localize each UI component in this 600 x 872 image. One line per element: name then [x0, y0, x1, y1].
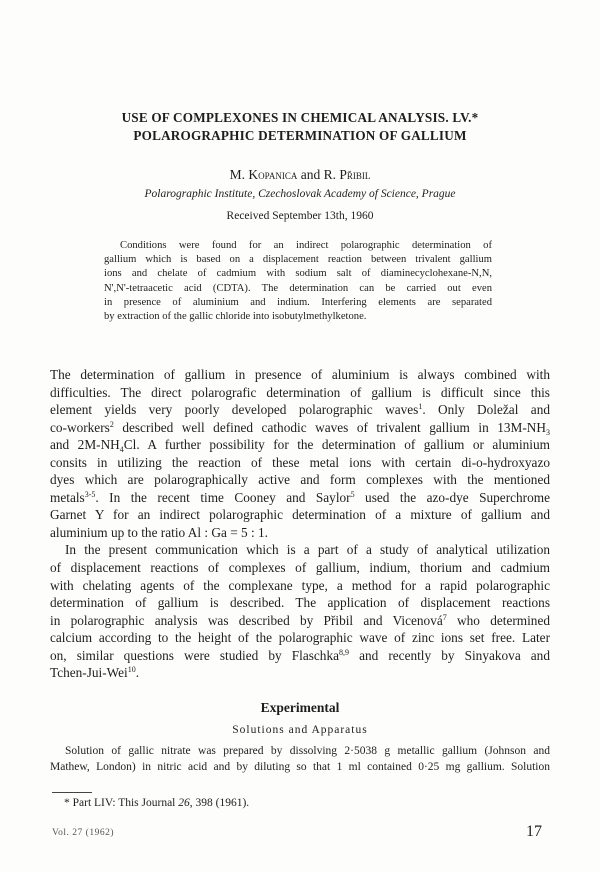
body-line: metals$^{3-5}$. In the recent time Cooney and Saylor$^5$ used the azo-dye Superchrome: [50, 489, 550, 505]
subsection-heading: Solutions and Apparatus: [232, 724, 368, 736]
citation-ref: 8,9: [339, 647, 349, 657]
citation-ref: 7: [442, 612, 447, 622]
experimental-text: [50, 744, 550, 775]
citation-ref: 1: [418, 402, 423, 412]
abstract-line: gallium which is based on a displacement reaction between trivalent gallium: [104, 254, 492, 266]
body-line: difficulties. The direct polarografic determination of gallium is difficult since this: [50, 384, 550, 400]
body-line: element yields very poorly developed polarographic waves$^1$. Only Doležal and: [50, 402, 550, 418]
body-line: determination of gallium is described. The application of displacement reactions: [50, 595, 550, 611]
footnote-divider: [52, 792, 92, 793]
body-line: aluminium up to the ratio Al : Ga = 5 : 1.: [50, 524, 269, 540]
body-line: The determination of gallium in presence of aluminium is always combined with: [50, 367, 550, 382]
citation-ref: 3-5: [84, 489, 96, 499]
body-line: dyes which are polarographically active and form complexes with the mentioned: [50, 472, 550, 488]
citation-ref: 10: [127, 665, 136, 675]
body-line: with chelating agents of the complexane type, a method for a rapid polarographic: [50, 577, 550, 593]
body-line: on, similar questions were studied by Flaschka$^{8,9}$ and recently by Sinyakova and: [50, 647, 550, 663]
body-line: Solution of gallic nitrate was prepared by dissolving 2·5038 g metallic gallium (Johnson and: [65, 745, 550, 757]
author-1-initial: M.: [229, 167, 249, 182]
body-line: Mathew, London) in nitric acid and by diluting so that 1 ml contained 0·25 mg gallium. Solution: [50, 760, 550, 773]
abstract-line: N',N'-tetraacetic acid (CDTA). The determination can be carried out even: [104, 282, 492, 294]
abstract-line: ions and chelate of cadmium with sodium salt of diaminecyclohexane-N,N,: [104, 268, 492, 280]
abstract: [104, 239, 492, 324]
running-footer: Vol. 27 (1962): [52, 828, 114, 838]
abstract-line: in presence of aluminium and indium. Interfering elements are separated: [104, 296, 492, 308]
body-line: in polarographic analysis was described by Přibil and Vicenová$^7$ who determined: [50, 612, 551, 628]
footnote: * Part LIV: This Journal 26, 398 (1961).: [64, 797, 250, 809]
citation-ref: 5: [350, 489, 355, 499]
author-1-surname: Kopanica: [248, 167, 298, 182]
article-title-line-1: USE OF COMPLEXONES IN CHEMICAL ANALYSIS. LV.*: [121, 110, 479, 125]
article-title-line-2: POLAROGRAPHIC DETERMINATION OF GALLIUM: [133, 128, 467, 143]
body-text: [50, 366, 550, 682]
author-conjunction: and R.: [297, 167, 340, 182]
author-line: [0, 167, 600, 183]
abstract-line: by extraction of the gallic chloride into isobutylmethylketone.: [104, 311, 367, 323]
received-date: Received September 13th, 1960: [226, 210, 374, 222]
body-line: Garnet Y for an indirect polarographic determination of a mixture of gallium and: [50, 507, 550, 523]
citation-ref: 2: [109, 419, 114, 429]
body-line: calcium according to the height of the polarographic wave of zinc ions set free. Later: [50, 630, 550, 646]
body-line: In the present communication which is a part of a study of analytical utilization: [65, 542, 550, 558]
body-line: co-workers$^2$ described well defined cathodic waves of trivalent gallium in $13M-NH_3$: [50, 419, 550, 437]
affiliation: Polarographic Institute, Czechoslovak Academy of Science, Prague: [144, 188, 456, 200]
body-line: of displacement reactions of complexes of gallium, indium, thorium and cadmium: [50, 560, 550, 576]
author-2-surname: Přibil: [339, 167, 371, 182]
body-line: and $2M-NH_4Cl$. A further possibility for the determination of gallium or aluminium: [50, 437, 550, 455]
abstract-line: Conditions were found for an indirect polarographic determination of: [120, 240, 492, 251]
page-number: 17: [526, 823, 542, 840]
section-heading: Experimental: [260, 700, 340, 715]
body-line: consits in utilizing the reaction of these metal ions with certain di-o-hydroxyazo: [50, 454, 550, 470]
body-line: Tchen-Jui-Wei$^{10}$.: [50, 665, 140, 681]
